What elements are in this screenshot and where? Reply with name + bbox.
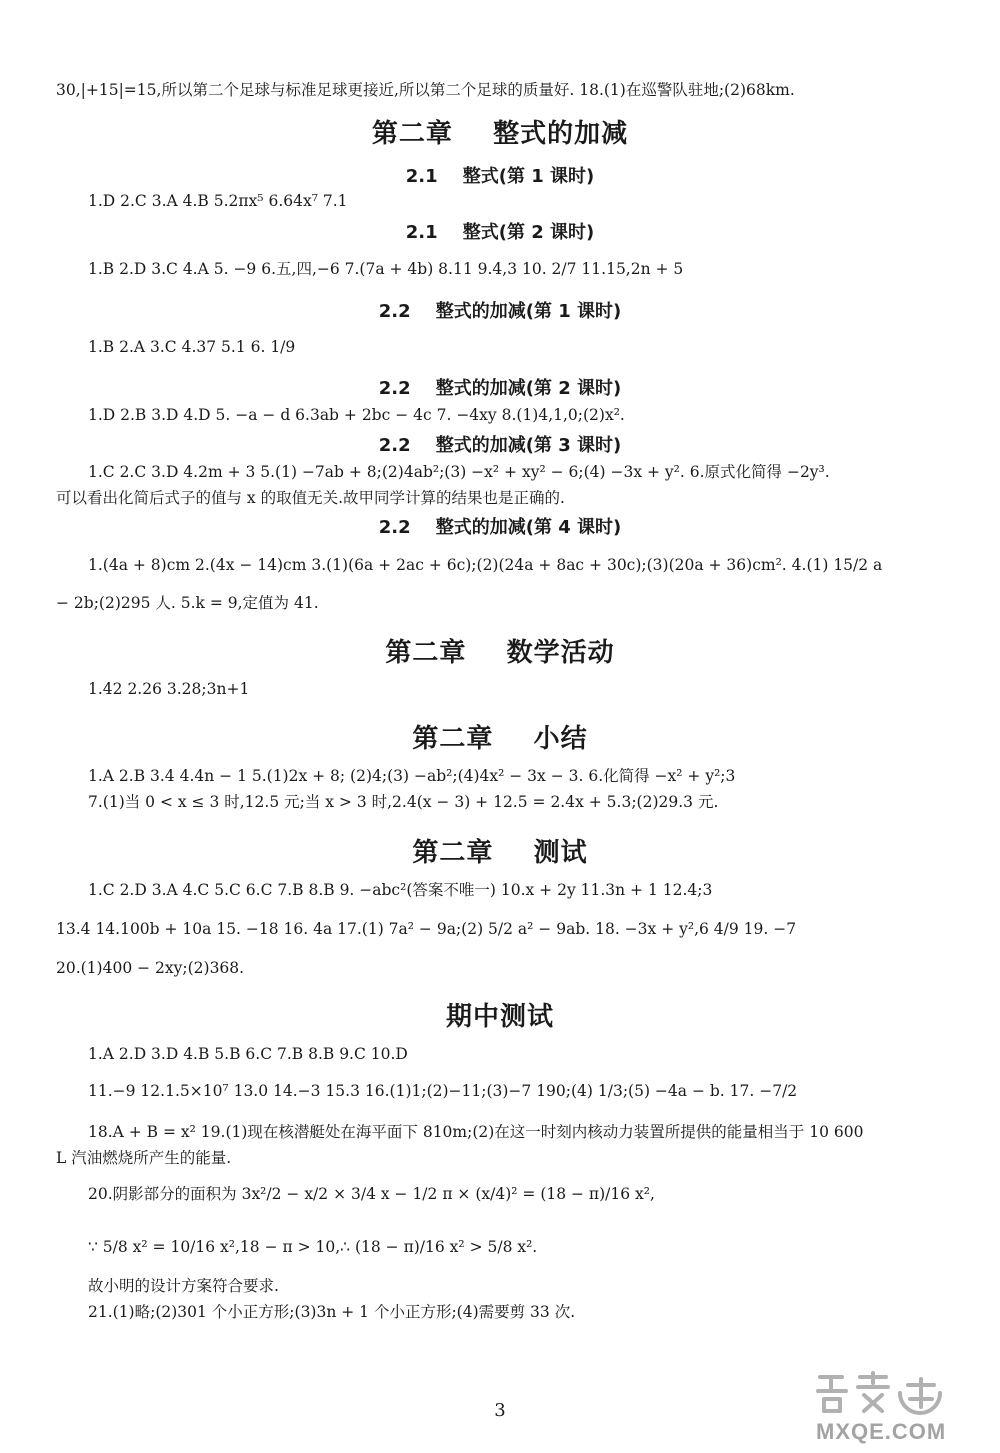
section-title: 2.2 整式的加减(第 1 课时) [378, 301, 622, 322]
answer-line: − 2b;(2)295 人. 5.k = 9,定值为 41. [56, 594, 319, 612]
chapter-title: 期中测试 [445, 1002, 554, 1032]
section-title: 2.2 整式的加减(第 2 课时) [378, 378, 622, 399]
answer-line: L 汽油燃烧所产生的能量. [56, 1149, 232, 1167]
answer-line: 21.(1)略;(2)301 个小正方形;(3)3n + 1 个小正方形;(4)需要剪 33 次. [88, 1303, 576, 1321]
section-title: 2.1 整式(第 1 课时) [405, 166, 595, 187]
answer-line: 11.−9 12.1.5×10⁷ 13.0 14.−3 15.3 16.(1)1;(2)−11;(3)−7 190;(4) 1/3;(5) −4a − b. 17. −7/2 [88, 1082, 798, 1100]
answer-line: 30,|+15|=15,所以第二个足球与标准足球更接近,所以第二个足球的质量好. 18.(1)在巡警队驻地;(2)68km. [56, 81, 795, 99]
answer-line: 1.D 2.B 3.D 4.D 5. −a − d 6.3ab + 2bc − 4c 7. −4xy 8.(1)4,1,0;(2)x². [88, 406, 625, 424]
answer-line: 20.(1)400 − 2xy;(2)368. [56, 959, 245, 977]
answer-line: 18.A + B = x² 19.(1)现在核潜艇处在海平面下 810m;(2)在这一时刻内核动力装置所提供的能量相当于 10 600 [88, 1123, 864, 1141]
answer-line: 13.4 14.100b + 10a 15. −18 16. 4a 17.(1) 7a² − 9a;(2) 5/2 a² − 9ab. 18. −3x + y²,6 4/9 19. −7 [56, 920, 797, 938]
answer-line: 1.B 2.A 3.C 4.37 5.1 6. 1/9 [88, 338, 296, 356]
chapter-title: 第二章 测试 [412, 838, 588, 868]
chapter-title: 第二章 整式的加减 [371, 119, 629, 149]
answer-line: 1.D 2.C 3.A 4.B 5.2πx⁵ 6.64x⁷ 7.1 [88, 192, 348, 210]
page-number: 3 [494, 1400, 506, 1421]
chapter-title: 第二章 小结 [412, 724, 588, 754]
section-title: 2.1 整式(第 2 课时) [405, 222, 595, 243]
section-title: 2.2 整式的加减(第 3 课时) [378, 435, 622, 456]
answer-line: 1.42 2.26 3.28;3n+1 [88, 680, 250, 698]
answer-line: 1.A 2.B 3.4 4.4n − 1 5.(1)2x + 8; (2)4;(3) −ab²;(4)4x² − 3x − 3. 6.化简得 −x² + y²;3 [88, 767, 736, 785]
answer-line: 7.(1)当 0 < x ≤ 3 时,12.5 元;当 x > 3 时,2.4(x − 3) + 12.5 = 2.4x + 5.3;(2)29.3 元. [88, 793, 719, 811]
answer-line: 1.C 2.D 3.A 4.C 5.C 6.C 7.B 8.B 9. −abc²(答案不唯一) 10.x + 2y 11.3n + 1 12.4;3 [88, 881, 713, 899]
answer-line: ∵ 5/8 x² = 10/16 x²,18 − π > 10,∴ (18 − π)/16 x² > 5/8 x². [88, 1238, 538, 1256]
answer-line: 1.C 2.C 3.D 4.2m + 3 5.(1) −7ab + 8;(2)4ab²;(3) −x² + xy² − 6;(4) −3x + y². 6.原式化简得 −2y³. [88, 463, 830, 481]
watermark-url: MXQE.COM [816, 1419, 947, 1444]
answer-line: 故小明的设计方案符合要求. [88, 1277, 279, 1295]
answer-line: 20.阴影部分的面积为 3x²/2 − x/2 × 3/4 x − 1/2 π × (x/4)² = (18 − π)/16 x², [88, 1185, 655, 1203]
answer-line: 1.A 2.D 3.D 4.B 5.B 6.C 7.B 8.B 9.C 10.D [88, 1045, 408, 1063]
watermark-logo [812, 1369, 990, 1445]
answer-line: 可以看出化简后式子的值与 x 的取值无关.故甲同学计算的结果也是正确的. [56, 489, 565, 507]
chapter-title: 第二章 数学活动 [385, 638, 615, 668]
section-title: 2.2 整式的加减(第 4 课时) [378, 517, 622, 538]
answer-line: 1.(4a + 8)cm 2.(4x − 14)cm 3.(1)(6a + 2ac + 6c);(2)(24a + 8ac + 30c);(3)(20a + 36)cm². 4.(1) 15/2 a [88, 556, 883, 574]
answer-line: 1.B 2.D 3.C 4.A 5. −9 6.五,四,−6 7.(7a + 4b) 8.11 9.4,3 10. 2/7 11.15,2n + 5 [88, 260, 684, 278]
